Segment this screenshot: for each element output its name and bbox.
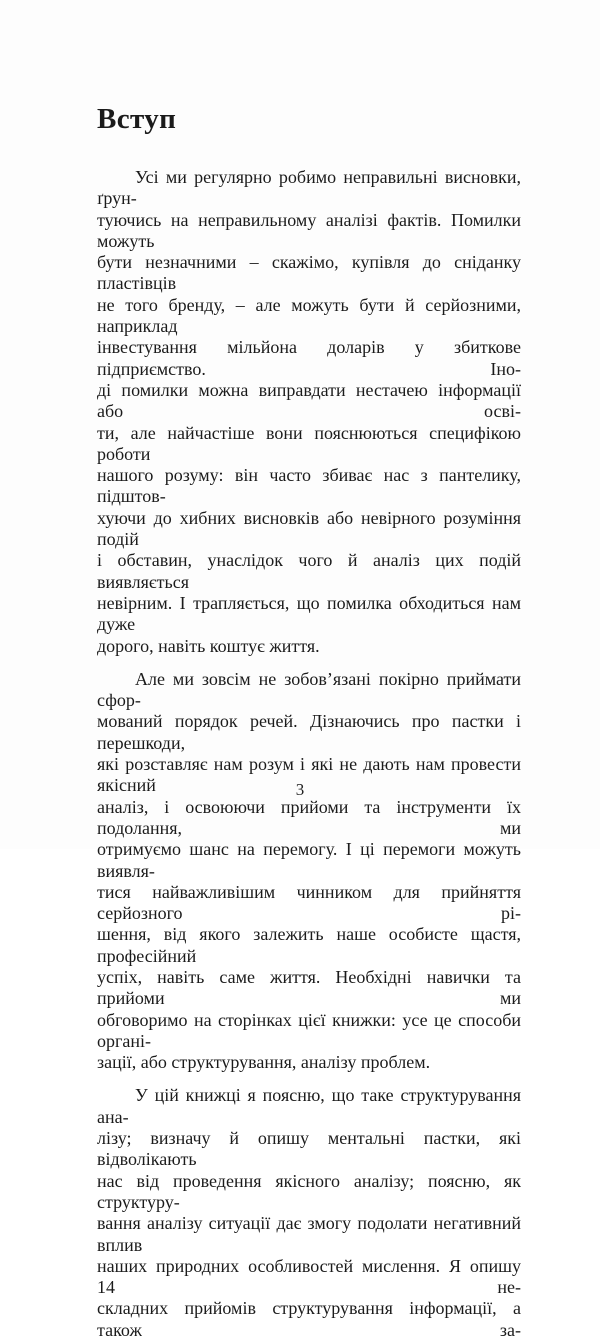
text-line: бути незначними – скажімо, купівля до сніданку пластівців: [97, 252, 521, 294]
text-line: аналіз, і освоюючи прийоми та інструменти їх подолання, ми: [97, 796, 521, 838]
page-number: 3: [295, 780, 305, 799]
text-line: які розставляє нам розум і які не дають нам провести якісний: [97, 754, 521, 796]
text-line: нас від проведення якісного аналізу; поясню, як структуру-: [97, 1170, 521, 1212]
text-line: ти, але найчастіше вони пояснюються специфікою роботи: [97, 422, 521, 464]
paragraph: [97, 669, 521, 1074]
text-line: нашого розуму: він часто збиває нас з пантелику, підштов-: [97, 465, 521, 507]
text-line: Усі ми регулярно робимо неправильні висновки, ґрун-: [97, 167, 521, 209]
text-line: шення, від якого залежить наше особисте щастя, професійний: [97, 924, 521, 966]
text-line: вання аналізу ситуації дає змогу подолати негативний вплив: [97, 1213, 521, 1255]
text-line: інвестування мільйона доларів у збиткове підприємство. Іно-: [97, 337, 521, 379]
chapter-heading: Вступ: [97, 103, 177, 135]
text-line: мований порядок речей. Дізнаючись про пастки і перешкоди,: [97, 711, 521, 753]
text-line: Але ми зовсім не зобов’язані покірно приймати сфор-: [97, 668, 521, 711]
text-line: туючись на неправильному аналізі фактів. Помилки можуть: [97, 209, 521, 251]
text-line: складних прийомів структурування інформації, а також за-: [97, 1298, 521, 1340]
text-line: дорого, навіть коштує життя.: [97, 635, 320, 656]
text-line: зації, або структурування, аналізу проблем.: [97, 1052, 431, 1073]
text-line: лізу; визначу й опишу ментальні пастки, які відволікають: [97, 1128, 521, 1170]
text-line: тися найважливішим чинником для прийняття серйозного рі-: [97, 881, 521, 924]
text-line: невірним. І трапляється, що помилка обходиться нам дуже: [97, 592, 521, 635]
text-line: ді помилки можна виправдати нестачею інформації або осві-: [97, 379, 521, 422]
text-line: успіх, навіть саме життя. Необхідні навички та прийоми ми: [97, 966, 521, 1009]
text-line: отримуємо шанс на перемогу. І ці перемоги можуть виявля-: [97, 839, 521, 881]
text-line: У цій книжці я поясню, що таке структурування ана-: [97, 1085, 521, 1127]
text-line: хуючи до хибних висновків або невірного розуміння подій: [97, 507, 521, 550]
paragraph: [97, 1085, 521, 1341]
paragraph: [97, 167, 521, 657]
text-line: і обставин, унаслідок чого й аналіз цих подій виявляється: [97, 550, 521, 592]
text-line: наших природних особливостей мислення. Я опишу 14 не-: [97, 1255, 521, 1298]
text-line: не того бренду, – але можуть бути й серйозними, наприклад: [97, 294, 521, 337]
text-block: [97, 103, 521, 1341]
text-line: обговоримо на сторінках цієї книжки: усе це способи органі-: [97, 1009, 521, 1051]
